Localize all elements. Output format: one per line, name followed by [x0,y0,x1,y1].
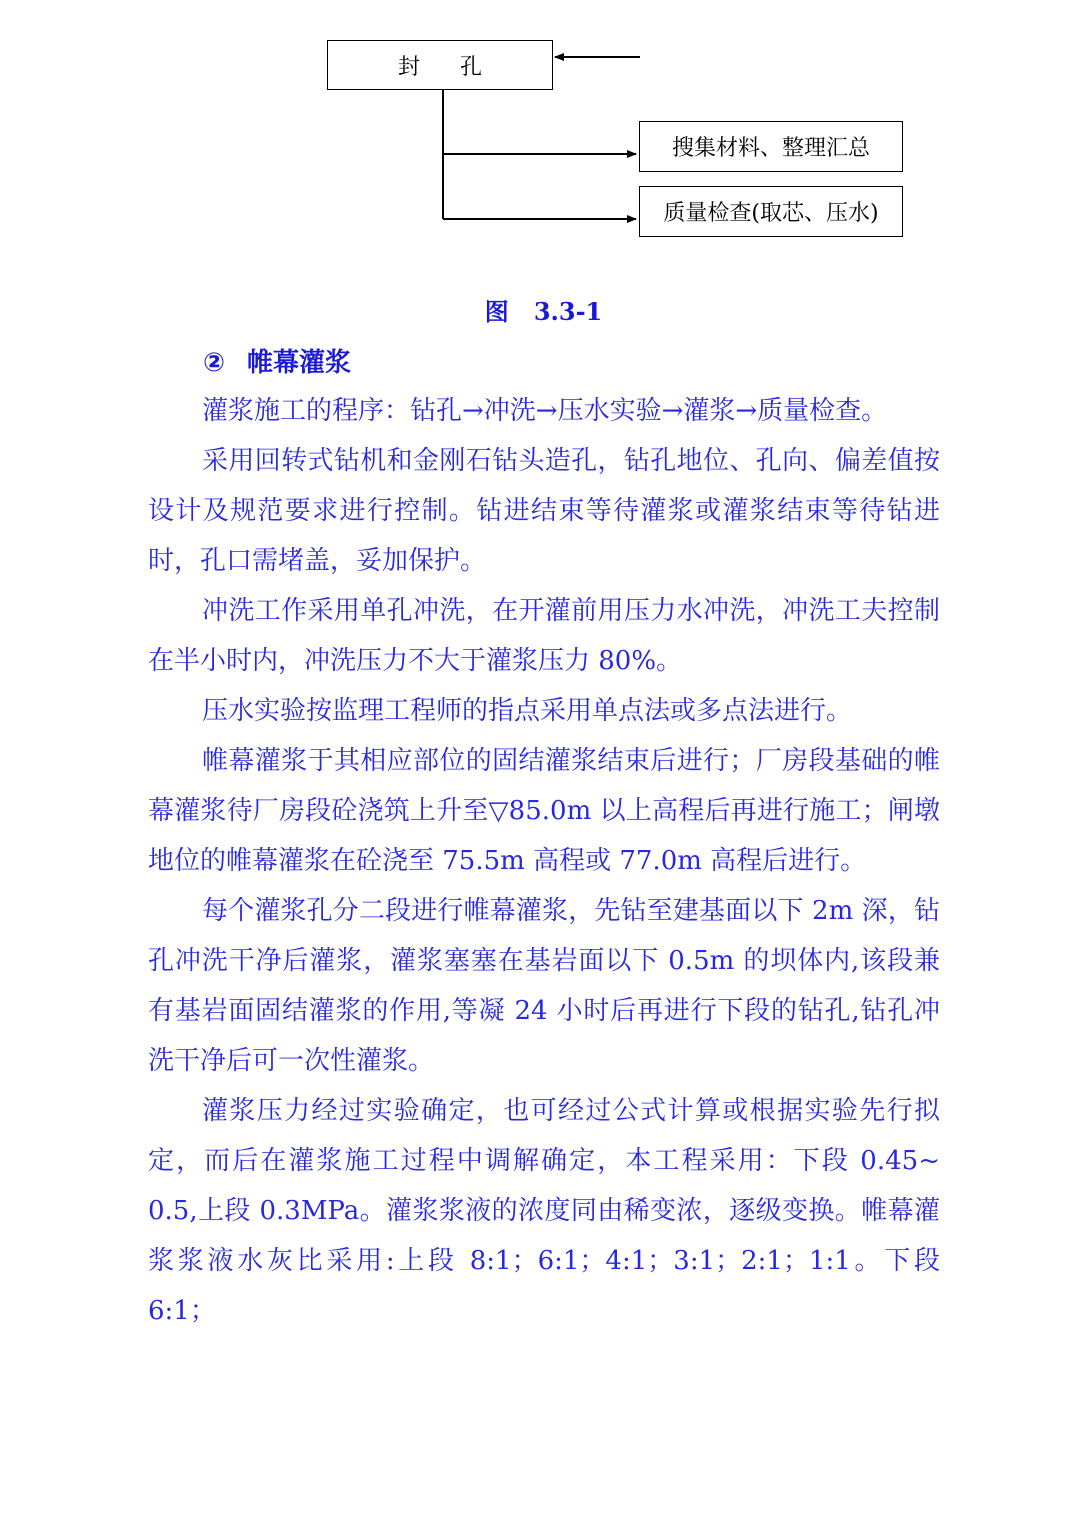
collect-materials-label: 搜集材料、整理汇总 [671,136,870,161]
section-number: ② [203,348,226,378]
paragraph-segments: 每个灌浆孔分二段进行帷幕灌浆，先钻至建基面以下 2m 深，钻孔冲洗干净后灌浆，灌浆塞塞在基岩面以下 0.5m 的坝体内,该段兼有基岩面固结灌浆的作用,等凝 24 小时后再进行下段的钻孔,钻孔冲洗干净后可一次性灌浆。 [148,896,940,1076]
seal-hole-box [327,40,553,90]
figure-caption: 图 3.3-1 [484,297,603,326]
quality-check-box [639,186,903,237]
paragraph-procedure: 灌浆施工的程序：钻孔→冲洗→压水实验→灌浆→质量检查。 [202,396,888,426]
collect-materials-box [639,121,903,172]
section-title: 帷幕灌浆 [247,348,352,378]
seal-hole-label: 封孔 [397,54,522,80]
paragraph-pressure: 灌浆压力经过实验确定，也可经过公式计算或根据实验先行拟定，而后在灌浆施工过程中调解确定，本工程采用：下段 0.45~ 0.5,上段 0.3MPa。灌浆浆液的浓度同由稀变浓，逐级变换。帷幕灌浆浆液水灰比采用:上段 8:1；6:1；4:1；3:1；2:1；1:1。下段 6:1； [148,1096,940,1326]
paragraph-flushing: 冲洗工作采用单孔冲洗，在开灌前用压力水冲洗，冲洗工夫控制在半小时内，冲洗压力不大于灌浆压力 80%。 [148,596,940,676]
body-text [148,386,940,1336]
paragraph-drilling: 采用回转式钻机和金刚石钻头造孔，钻孔地位、孔向、偏差值按设计及规范要求进行控制。钻进结束等待灌浆或灌浆结束等待钻进时，孔口需堵盖，妥加保护。 [148,446,940,576]
flowchart-connectors [0,0,1087,260]
section-heading [203,342,351,379]
paragraph-sequence: 帷幕灌浆于其相应部位的固结灌浆结束后进行；厂房段基础的帷幕灌浆待厂房段砼浇筑上升至▽85.0m 以上高程后再进行施工；闸墩地位的帷幕灌浆在砼浇至 75.5m 高程或 77.0m 高程后进行。 [148,746,940,876]
paragraph-water-test: 压水实验按监理工程师的指点采用单点法或多点法进行。 [202,696,853,726]
quality-check-label: 质量检查(取芯、压水) [663,201,879,226]
